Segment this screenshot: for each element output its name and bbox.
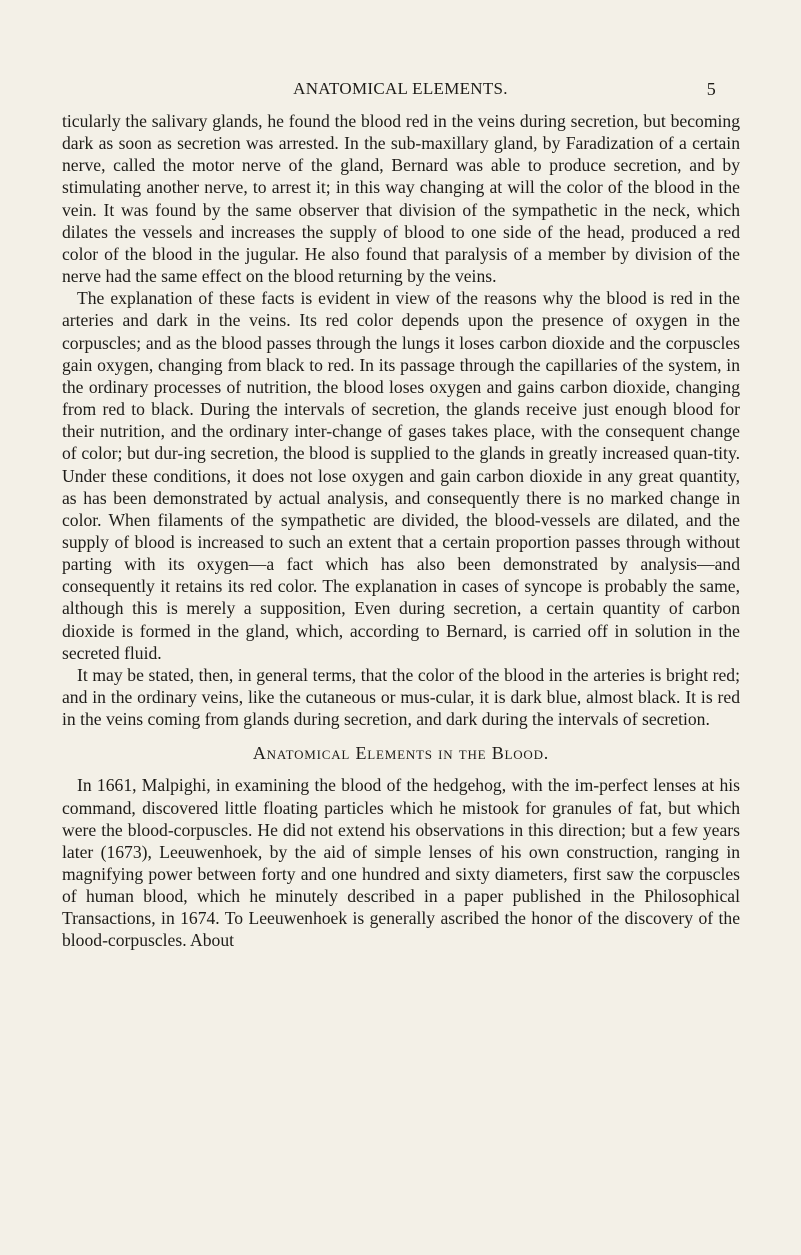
body-text	[62, 110, 740, 952]
paragraph-history: In 1661, Malpighi, in examining the blood of the hedgehog, with the im-perfect lenses at his command, discovered little floating particles which he mistook for granules of fat, but which were the blood-corpuscles. He did not extend his observations in this direction; but a few years later (1673), Leeuwenhoek, by the aid of simple lenses of his own construction, ranging in magnifying power between forty and one hundred and sixty diameters, first saw the corpuscles of human blood, which he minutely described in a paper published in the Philosophical Transactions, in 1674. To Leeuwenhoek is generally ascribed the honor of the discovery of the blood-corpuscles. About	[62, 775, 740, 951]
section-heading: Anatomical Elements in the Blood.	[252, 743, 550, 764]
paragraph-summary: It may be stated, then, in general terms, that the color of the blood in the arteries is bright red; and in the ordinary veins, like the cutaneous or mus-cular, it is dark blue, almost black. It is red in the veins coming from glands during secretion, and dark during the intervals of secretion.	[62, 664, 740, 730]
running-head	[0, 79, 801, 103]
running-title: ANATOMICAL ELEMENTS.	[293, 79, 508, 98]
page-number: 5	[706, 79, 716, 99]
paragraph-explanation: The explanation of these facts is evident in view of the reasons why the blood is red in the arteries and dark in the veins. Its red color depends upon the presence of oxygen in the corpuscles; and as the blood passes through the lungs it loses carbon dioxide and the corpuscles gain oxygen, changing from black to red. In its passage through the capillaries of the system, in the ordinary processes of nutrition, the blood loses oxygen and gains carbon dioxide, changing from red to black. During the intervals of secretion, the glands receive just enough blood for their nutrition, and the ordinary inter-change of gases takes place, with the consequent change of color; but dur-ing secretion, the blood is supplied to the glands in greatly increased quan-tity. Under these conditions, it does not lose oxygen and gain carbon dioxide in any great quantity, as has been demonstrated by actual analysis, and consequently there is no marked change in color. When filaments of the sympathetic are divided, the blood-vessels are dilated, and the supply of blood is increased to such an extent that a certain proportion passes through without parting with its oxygen—a fact which has also been demonstrated by analysis—and consequently it retains its red color. The explanation in cases of syncope is probably the same, although this is merely a supposition, Even during secretion, a certain quantity of carbon dioxide is formed in the gland, which, according to Bernard, is carried off in solution in the secreted fluid.	[62, 288, 740, 663]
paragraph-continuation: ticularly the salivary glands, he found the blood red in the veins during secretion, but becoming dark as soon as secretion was arrested. In the sub-maxillary gland, by Faradization of a certain nerve, called the motor nerve of the gland, Bernard was able to produce secretion, and by stimulating another nerve, to arrest it; in this way changing at will the color of the blood in the vein. It was found by the same observer that division of the sympathetic in the neck, which dilates the vessels and increases the supply of blood to one side of the head, produced a red color of the blood in the jugular. He also found that paralysis of a member by division of the nerve had the same effect on the blood returning by the veins.	[62, 111, 740, 287]
